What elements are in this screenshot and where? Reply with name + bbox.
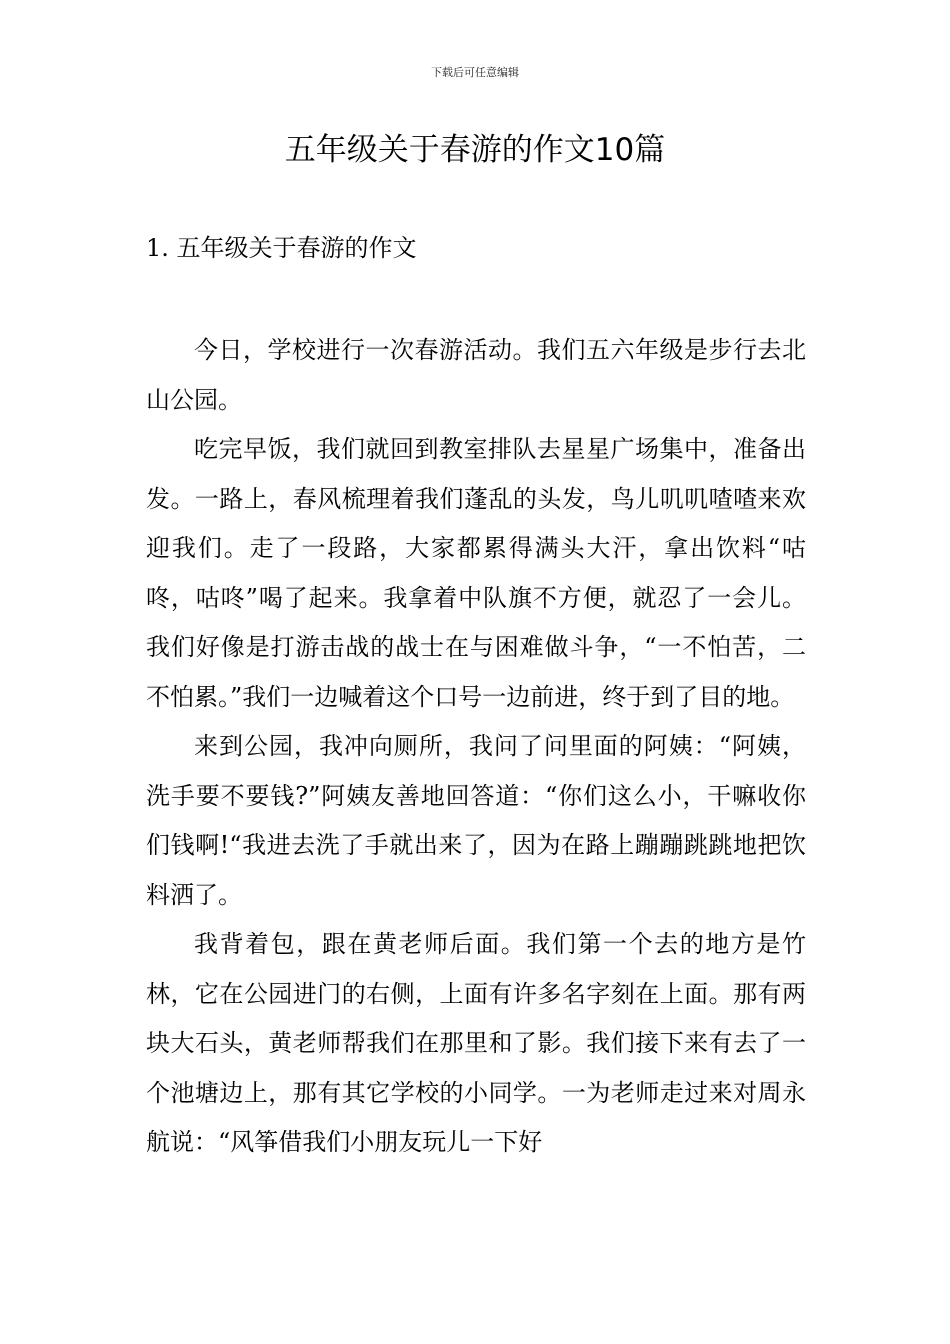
section-heading: 1. 五年级关于春游的作文	[146, 234, 417, 262]
document-title: 五年级关于春游的作文10篇	[284, 132, 666, 168]
header-note: 下载后可任意编辑	[431, 66, 519, 79]
body-text	[146, 326, 806, 1168]
paragraph: 吃完早饭，我们就回到教室排队去星星广场集中，准备出发。一路上，春风梳理着我们蓬乱的头发，鸟儿叽叽喳喳来欢迎我们。走了一段路，大家都累得满头大汗，拿出饮料“咕咚，咕咚”喝了起来。我拿着中队旗不方便，就忍了一会儿。我们好像是打游击战的战士在与困难做斗争，“一不怕苦，二不怕累。”我们一边喊着这个口号一边前进，终于到了目的地。	[146, 435, 806, 711]
paragraph: 我背着包，跟在黄老师后面。我们第一个去的地方是竹林，它在公园进门的右侧，上面有许多名字刻在上面。那有两块大石头，黄老师帮我们在那里和了影。我们接下来有去了一个池塘边上，那有其它学校的小同学。一为老师走过来对周永航说：“风筝借我们小朋友玩儿一下好	[146, 930, 806, 1156]
paragraph: 今日，学校进行一次春游活动。我们五六年级是步行去北山公园。	[146, 336, 806, 414]
paragraph: 来到公园，我冲向厕所，我问了问里面的阿姨：“阿姨，洗手要不要钱?”阿姨友善地回答道：“你们这么小，干嘛收你们钱啊!“我进去洗了手就出来了，因为在路上蹦蹦跳跳地把饮料洒了。	[146, 732, 806, 909]
